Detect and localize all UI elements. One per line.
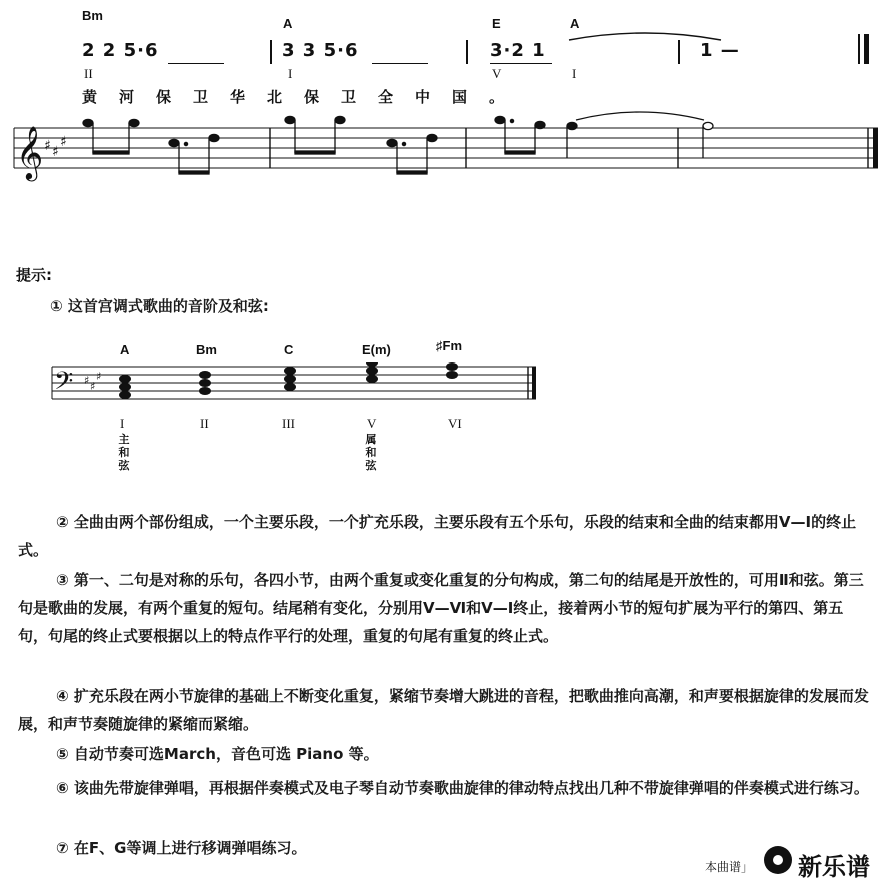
svg-text:♯: ♯ bbox=[60, 134, 67, 150]
hint-item-7: ⑦ 在F、G等调上进行移调弹唱练习。 bbox=[56, 839, 307, 857]
bass-staff bbox=[0, 362, 888, 412]
chord-label: E bbox=[492, 16, 501, 31]
chord-label: Bm bbox=[196, 342, 217, 357]
hint-item-4: ④ 扩充乐段在两小节旋律的基础上不断变化重复，紧缩节奏增大跳进的音程，把歌曲推向高潮，和声要根据旋律的发展而发展，和声节奏随旋律的紧缩而紧缩。 bbox=[18, 687, 869, 733]
dominant-chord-label: 属和弦 bbox=[365, 433, 377, 472]
chord-label: C bbox=[284, 342, 294, 357]
final-barline-thin bbox=[858, 34, 860, 64]
barline bbox=[678, 40, 680, 64]
watermark-text: 本曲谱」 bbox=[705, 860, 754, 874]
barline bbox=[466, 40, 468, 64]
roman-numeral: II bbox=[84, 66, 93, 81]
jianpu-measure: 3 3 5·6 bbox=[282, 40, 359, 61]
barline bbox=[270, 40, 272, 64]
roman-numeral: V bbox=[367, 416, 377, 431]
hint-title: 提示: bbox=[16, 266, 52, 284]
jianpu-beam bbox=[490, 63, 552, 64]
roman-numeral: I bbox=[572, 66, 577, 81]
roman-numeral: VI bbox=[448, 416, 462, 431]
svg-text:𝄢: 𝄢 bbox=[54, 367, 74, 402]
chord-label: ♯Fm bbox=[436, 338, 462, 353]
music-disc-icon bbox=[764, 846, 792, 874]
roman-numeral: V bbox=[492, 66, 502, 81]
jianpu-beam bbox=[168, 63, 224, 64]
chord-label: A bbox=[120, 342, 130, 357]
svg-text:♯: ♯ bbox=[96, 370, 102, 383]
jianpu-measure: 1 — bbox=[700, 40, 740, 61]
final-barline-thick bbox=[864, 34, 869, 64]
svg-text:♯: ♯ bbox=[52, 144, 59, 160]
chord-label: A bbox=[283, 16, 293, 31]
hint-item-6: ⑥ 该曲先带旋律弹唱，再根据伴奏模式及电子琴自动节奏歌曲旋律的律动特点找出几种不带旋律弹唱的伴奏模式进行练习。 bbox=[56, 779, 869, 797]
jianpu-measure: 3·2 1 bbox=[490, 40, 546, 61]
svg-text:♯: ♯ bbox=[84, 374, 90, 387]
roman-numeral: I bbox=[120, 416, 125, 431]
svg-text:♯: ♯ bbox=[90, 380, 96, 393]
lyrics: 黄河保卫华北保卫全中国。 bbox=[82, 88, 527, 106]
jianpu-measure: 2 2 5·6 bbox=[82, 40, 159, 61]
hint-item-3: ③ 第一、二句是对称的乐句，各四小节，由两个重复或变化重复的分句构成，第二句的结尾是开放性的，可用Ⅱ和弦。第三句是歌曲的发展，有两个重复的短句。结尾稍有变化，分别用Ⅴ—Ⅵ和Ⅴ—Ⅰ终止，接着两小节的短句扩展为平行的第四、第五句，句尾的终止式要根据以上的特点作平行的处理，重复的句尾有重复的终止式。 bbox=[18, 571, 864, 645]
svg-text:𝄞: 𝄞 bbox=[16, 125, 44, 179]
treble-staff bbox=[0, 108, 888, 188]
tonic-chord-label: 主和弦 bbox=[118, 433, 130, 472]
tie-arc bbox=[565, 26, 725, 42]
hint-item-5: ⑤ 自动节奏可选March，音色可选 Piano 等。 bbox=[56, 745, 379, 763]
roman-numeral: I bbox=[288, 66, 293, 81]
roman-numeral: III bbox=[282, 416, 295, 431]
chord-label: Bm bbox=[82, 8, 103, 23]
hint-item-1: ① 这首宫调式歌曲的音阶及和弦: bbox=[50, 297, 269, 315]
jianpu-beam bbox=[372, 63, 428, 64]
hint-item-2: ② 全曲由两个部份组成，一个主要乐段，一个扩充乐段，主要乐段有五个乐句，乐段的结束和全曲的结束都用Ⅴ—Ⅰ的终止式。 bbox=[18, 513, 857, 559]
roman-numeral: II bbox=[200, 416, 209, 431]
chord-label: A bbox=[570, 16, 580, 31]
chord-label: E(m) bbox=[362, 342, 391, 357]
svg-text:♯: ♯ bbox=[44, 138, 51, 154]
brand-logo: 新乐谱 bbox=[798, 853, 870, 881]
